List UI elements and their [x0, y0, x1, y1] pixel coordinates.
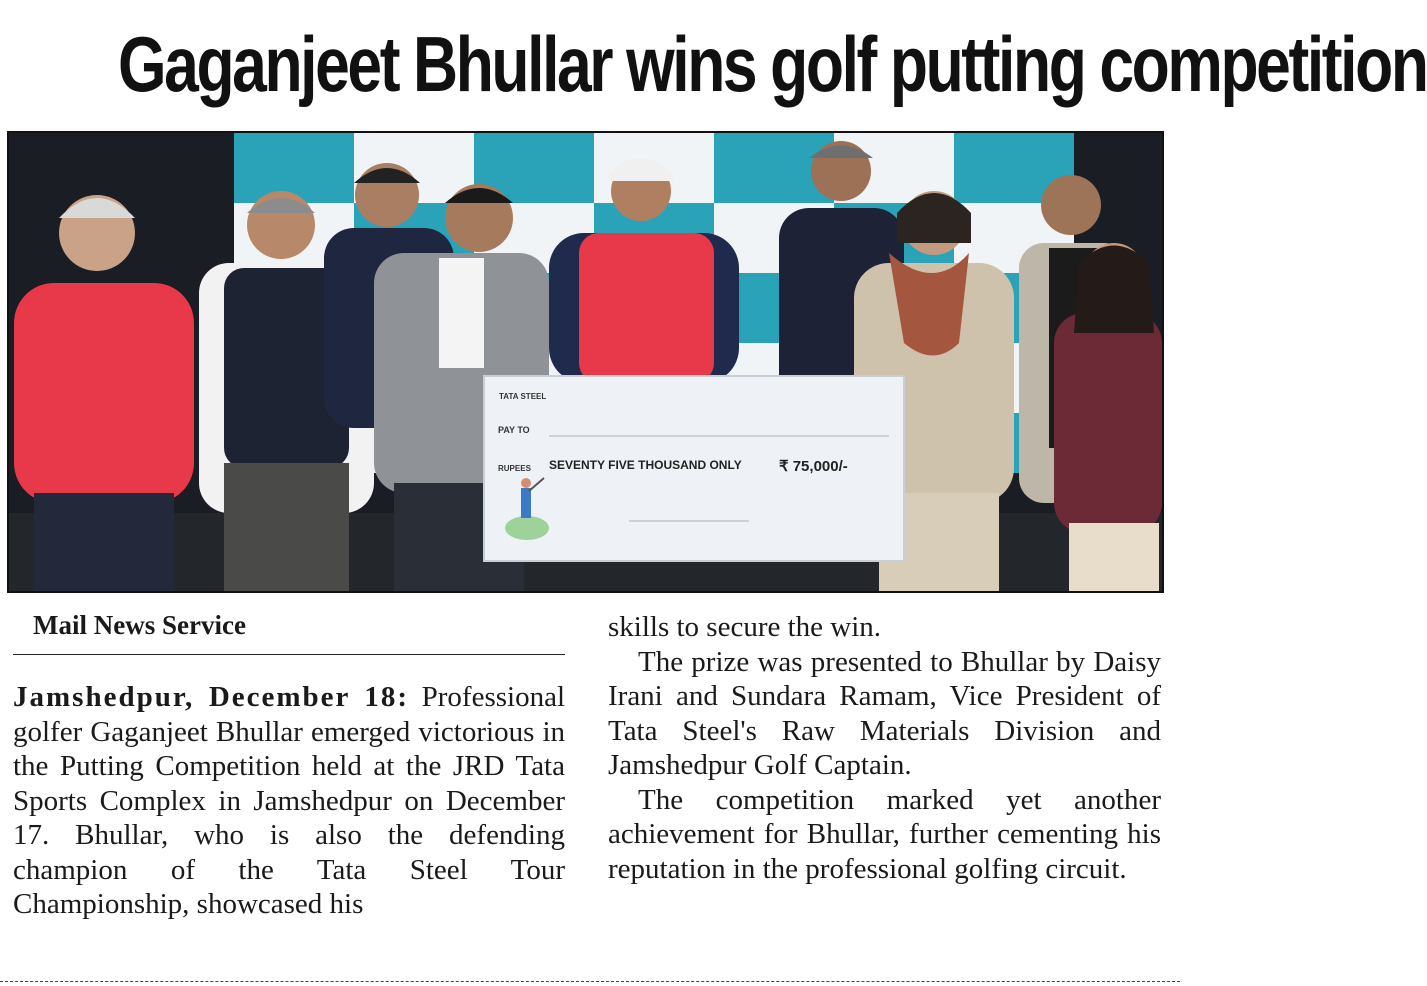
headline: Gaganjeet Bhullar wins golf putting competition	[118, 20, 1427, 108]
cheque-brand: TATA STEEL	[499, 392, 547, 401]
byline: Mail News Service	[33, 610, 246, 640]
cheque-amount-words: SEVENTY FIVE THOUSAND ONLY	[549, 458, 742, 472]
clipping-cut-line	[0, 981, 1180, 982]
cheque-pay-to-label: PAY TO	[498, 425, 530, 435]
prize-cheque	[484, 376, 904, 561]
news-photo	[7, 131, 1164, 593]
byline-divider	[13, 654, 565, 655]
article-column-2	[608, 610, 1161, 886]
article-column-1	[13, 680, 565, 922]
article-paragraph-2: The prize was presented to Bhullar by Daisy Irani and Sundara Ramam, Vice President of Tata Steel's Raw Materials Division and Jamshedpur Golf Captain.	[608, 645, 1161, 781]
article-paragraph-3: The competition marked yet another achievement for Bhullar, further cementing his reputation in the professional golfing circuit.	[608, 783, 1161, 885]
dateline: Jamshedpur, December 18:	[13, 681, 410, 713]
article-paragraph-1	[13, 680, 565, 922]
paragraph-1-continued: skills to secure the win.	[608, 611, 882, 643]
cheque-rupees-label: RUPEES	[498, 464, 531, 473]
paragraph-1-text: Professional golfer Gaganjeet Bhullar emerged victorious in the Putting Competition held at the JRD Tata Sports Complex in Jamshedpur on December 17. Bhullar, who is also the defending champion of the Tata Steel Tour Championship, showcased his	[13, 681, 566, 920]
cheque-amount-figures: ₹ 75,000/-	[779, 458, 848, 475]
